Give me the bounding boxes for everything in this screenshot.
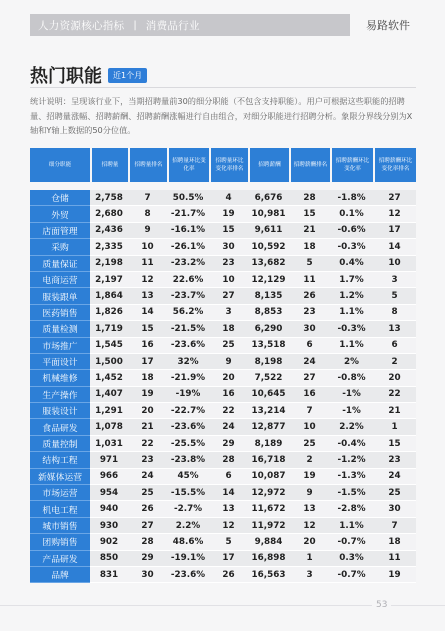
table-row — [30, 419, 416, 435]
table-header-row — [30, 148, 416, 182]
value-cell: 16,563 — [248, 567, 289, 583]
table-row — [30, 256, 416, 272]
value-cell: 20 — [209, 370, 248, 386]
function-name-cell: 团购销售 — [30, 534, 90, 550]
value-cell: 30 — [373, 501, 416, 517]
value-cell: 954 — [90, 485, 128, 501]
value-cell: 21 — [373, 403, 416, 419]
value-cell: 10,087 — [248, 469, 289, 485]
breadcrumb-separator: | — [133, 19, 137, 31]
value-cell: -21.7% — [167, 206, 209, 222]
value-cell: 13,214 — [248, 403, 289, 419]
value-cell: 1 — [373, 419, 416, 435]
value-cell: -23.2% — [167, 256, 209, 272]
table-row — [30, 567, 416, 583]
value-cell: 8 — [373, 305, 416, 321]
value-cell: 6,290 — [248, 321, 289, 337]
value-cell: -23.8% — [167, 452, 209, 468]
page-title: 热门职能 — [30, 66, 102, 87]
value-cell: 940 — [90, 501, 128, 517]
function-name-cell: 质量控制 — [30, 436, 90, 452]
value-cell: -25.5% — [167, 436, 209, 452]
value-cell: 16 — [209, 387, 248, 403]
value-cell: 25 — [128, 485, 167, 501]
value-cell: 1,719 — [90, 321, 128, 337]
value-cell: 6 — [209, 469, 248, 485]
value-cell: 17 — [209, 551, 248, 567]
value-cell: 12,972 — [248, 485, 289, 501]
value-cell: 29 — [209, 436, 248, 452]
value-cell: 19 — [128, 387, 167, 403]
function-name-cell: 城市销售 — [30, 518, 90, 534]
value-cell: -23.6% — [167, 419, 209, 435]
value-cell: 5 — [373, 288, 416, 304]
function-name-cell: 食品研发 — [30, 419, 90, 435]
function-name-cell: 产品研发 — [30, 551, 90, 567]
value-cell: 20 — [373, 370, 416, 386]
value-cell: 29 — [128, 551, 167, 567]
value-cell: 1,078 — [90, 419, 128, 435]
value-cell: 12,129 — [248, 272, 289, 288]
value-cell: 17 — [128, 354, 167, 370]
value-cell: 14 — [128, 305, 167, 321]
value-cell: 8,198 — [248, 354, 289, 370]
value-cell: 2 — [289, 452, 330, 468]
period-badge: 近1个月 — [108, 68, 147, 83]
value-cell: -15.5% — [167, 485, 209, 501]
value-cell: 23 — [289, 305, 330, 321]
value-cell: 10,645 — [248, 387, 289, 403]
value-cell: 10,592 — [248, 239, 289, 255]
value-cell: 5 — [289, 256, 330, 272]
value-cell: 930 — [90, 518, 128, 534]
value-cell: 18 — [289, 239, 330, 255]
value-cell: -1.2% — [330, 452, 373, 468]
value-cell: 2,335 — [90, 239, 128, 255]
value-cell: 10 — [373, 256, 416, 272]
value-cell: -1% — [330, 387, 373, 403]
value-cell: 8 — [128, 206, 167, 222]
value-cell: 11 — [373, 551, 416, 567]
function-name-cell: 质量检测 — [30, 321, 90, 337]
function-name-cell: 服装设计 — [30, 403, 90, 419]
value-cell: 1,291 — [90, 403, 128, 419]
table-body — [30, 182, 416, 583]
table-row — [30, 370, 416, 386]
function-name-cell: 市场推广 — [30, 338, 90, 354]
column-header: 招聘量 — [90, 148, 128, 182]
value-cell: 48.6% — [167, 534, 209, 550]
value-cell: 7 — [289, 403, 330, 419]
function-name-cell: 采购 — [30, 239, 90, 255]
value-cell: 24 — [289, 354, 330, 370]
value-cell: -0.3% — [330, 239, 373, 255]
header-gap — [30, 182, 416, 190]
value-cell: 20 — [128, 403, 167, 419]
value-cell: 6 — [373, 338, 416, 354]
value-cell: 2,197 — [90, 272, 128, 288]
value-cell: -0.7% — [330, 567, 373, 583]
value-cell: 28 — [209, 452, 248, 468]
value-cell: 30 — [209, 239, 248, 255]
function-name-cell: 外贸 — [30, 206, 90, 222]
value-cell: 2.2% — [167, 518, 209, 534]
value-cell: 8,135 — [248, 288, 289, 304]
value-cell: 30 — [128, 567, 167, 583]
value-cell: 1.1% — [330, 518, 373, 534]
table-row — [30, 272, 416, 288]
value-cell: 28 — [289, 190, 330, 206]
table-row — [30, 239, 416, 255]
value-cell: 850 — [90, 551, 128, 567]
value-cell: 19 — [373, 567, 416, 583]
value-cell: 11 — [289, 272, 330, 288]
title-divider — [30, 87, 416, 88]
function-name-cell: 机电工程 — [30, 501, 90, 517]
value-cell: 1,545 — [90, 338, 128, 354]
value-cell: 0.3% — [330, 551, 373, 567]
value-cell: 12 — [128, 272, 167, 288]
table-row — [30, 338, 416, 354]
value-cell: 9 — [209, 354, 248, 370]
value-cell: 971 — [90, 452, 128, 468]
table-row — [30, 551, 416, 567]
value-cell: 2.2% — [330, 419, 373, 435]
value-cell: 25 — [209, 338, 248, 354]
table-row — [30, 288, 416, 304]
value-cell: 12 — [373, 206, 416, 222]
value-cell: 28 — [128, 534, 167, 550]
value-cell: 32% — [167, 354, 209, 370]
value-cell: 13,682 — [248, 256, 289, 272]
value-cell: 26 — [209, 567, 248, 583]
column-header: 招聘量环比变化率排名 — [209, 148, 248, 182]
value-cell: 25 — [373, 485, 416, 501]
table-row — [30, 436, 416, 452]
value-cell: 5 — [209, 534, 248, 550]
value-cell: 9 — [289, 485, 330, 501]
value-cell: 25 — [289, 436, 330, 452]
value-cell: 27 — [373, 190, 416, 206]
value-cell: 10 — [128, 239, 167, 255]
value-cell: 56.2% — [167, 305, 209, 321]
value-cell: 8,189 — [248, 436, 289, 452]
function-name-cell: 机械维修 — [30, 370, 90, 386]
value-cell: 9,611 — [248, 223, 289, 239]
value-cell: 27 — [289, 370, 330, 386]
value-cell: 1,500 — [90, 354, 128, 370]
hot-functions-table — [30, 148, 416, 583]
value-cell: 18 — [373, 534, 416, 550]
table-row — [30, 190, 416, 206]
value-cell: -16.1% — [167, 223, 209, 239]
value-cell: -0.7% — [330, 534, 373, 550]
value-cell: 45% — [167, 469, 209, 485]
value-cell: 19 — [289, 469, 330, 485]
value-cell: 1 — [289, 551, 330, 567]
value-cell: 2 — [373, 354, 416, 370]
table-row — [30, 403, 416, 419]
value-cell: 22 — [209, 403, 248, 419]
value-cell: 6,676 — [248, 190, 289, 206]
value-cell: 30 — [289, 321, 330, 337]
value-cell: 13 — [209, 501, 248, 517]
value-cell: 10,981 — [248, 206, 289, 222]
table-row — [30, 223, 416, 239]
value-cell: -1% — [330, 403, 373, 419]
function-name-cell: 电商运营 — [30, 272, 90, 288]
value-cell: 831 — [90, 567, 128, 583]
function-name-cell: 质量保证 — [30, 256, 90, 272]
value-cell: 1,452 — [90, 370, 128, 386]
function-name-cell: 仓储 — [30, 190, 90, 206]
value-cell: 15 — [373, 436, 416, 452]
value-cell: -19.1% — [167, 551, 209, 567]
table-row — [30, 485, 416, 501]
value-cell: 10 — [209, 272, 248, 288]
column-header: 招聘量排名 — [128, 148, 167, 182]
value-cell: 3 — [289, 567, 330, 583]
value-cell: 11,672 — [248, 501, 289, 517]
page-number: 53 — [372, 600, 391, 610]
value-cell: 16,718 — [248, 452, 289, 468]
table-row — [30, 354, 416, 370]
value-cell: 9,884 — [248, 534, 289, 550]
value-cell: 0.4% — [330, 256, 373, 272]
value-cell: -0.6% — [330, 223, 373, 239]
value-cell: -21.5% — [167, 321, 209, 337]
value-cell: 2,758 — [90, 190, 128, 206]
breadcrumb-industry: 消费品行业 — [145, 19, 200, 32]
value-cell: 2,436 — [90, 223, 128, 239]
value-cell: 16,898 — [248, 551, 289, 567]
function-name-cell: 服装跟单 — [30, 288, 90, 304]
value-cell: 2,198 — [90, 256, 128, 272]
function-name-cell: 平面设计 — [30, 354, 90, 370]
value-cell: -0.4% — [330, 436, 373, 452]
value-cell: -0.8% — [330, 370, 373, 386]
column-header: 细分职能 — [30, 148, 90, 182]
value-cell: 1,826 — [90, 305, 128, 321]
function-name-cell: 店面管理 — [30, 223, 90, 239]
value-cell: 14 — [373, 239, 416, 255]
table-row — [30, 534, 416, 550]
value-cell: 50.5% — [167, 190, 209, 206]
value-cell: 9 — [128, 223, 167, 239]
value-cell: 21 — [128, 419, 167, 435]
value-cell: 1,407 — [90, 387, 128, 403]
value-cell: -2.8% — [330, 501, 373, 517]
column-header: 招聘薪酬 — [248, 148, 289, 182]
value-cell: 19 — [209, 206, 248, 222]
value-cell: 1,031 — [90, 436, 128, 452]
value-cell: 23 — [209, 256, 248, 272]
breadcrumb — [30, 14, 350, 36]
value-cell: 15 — [289, 206, 330, 222]
value-cell: 16 — [128, 338, 167, 354]
value-cell: -26.1% — [167, 239, 209, 255]
table-row — [30, 387, 416, 403]
value-cell: -1.3% — [330, 469, 373, 485]
value-cell: 7 — [128, 190, 167, 206]
value-cell: 966 — [90, 469, 128, 485]
value-cell: 1,864 — [90, 288, 128, 304]
value-cell: -22.7% — [167, 403, 209, 419]
value-cell: 0.1% — [330, 206, 373, 222]
table-row — [30, 206, 416, 222]
value-cell: -19% — [167, 387, 209, 403]
brand-name: 易路软件 — [366, 19, 410, 32]
value-cell: 22 — [373, 387, 416, 403]
value-cell: -1.5% — [330, 485, 373, 501]
value-cell: 11,972 — [248, 518, 289, 534]
value-cell: -1.8% — [330, 190, 373, 206]
value-cell: 4 — [209, 190, 248, 206]
value-cell: -2.7% — [167, 501, 209, 517]
value-cell: -23.6% — [167, 338, 209, 354]
value-cell: 7,522 — [248, 370, 289, 386]
value-cell: 23 — [373, 452, 416, 468]
value-cell: 1.2% — [330, 288, 373, 304]
value-cell: 12,877 — [248, 419, 289, 435]
value-cell: 18 — [209, 321, 248, 337]
table-row — [30, 452, 416, 468]
function-name-cell: 新媒体运营 — [30, 469, 90, 485]
value-cell: 1.1% — [330, 305, 373, 321]
top-bar — [0, 0, 445, 50]
value-cell: 24 — [373, 469, 416, 485]
value-cell: 3 — [373, 272, 416, 288]
value-cell: 15 — [128, 321, 167, 337]
value-cell: 3 — [209, 305, 248, 321]
value-cell: 6 — [289, 338, 330, 354]
value-cell: 7 — [373, 518, 416, 534]
value-cell: 26 — [289, 288, 330, 304]
value-cell: 17 — [373, 223, 416, 239]
value-cell: 1.1% — [330, 338, 373, 354]
value-cell: -23.7% — [167, 288, 209, 304]
column-header: 招聘量环比变化率 — [167, 148, 209, 182]
function-name-cell: 结构工程 — [30, 452, 90, 468]
value-cell: 15 — [209, 223, 248, 239]
value-cell: -23.6% — [167, 567, 209, 583]
value-cell: 13,518 — [248, 338, 289, 354]
value-cell: 13 — [128, 288, 167, 304]
column-header: 招聘薪酬环比变化率排名 — [373, 148, 416, 182]
table-row — [30, 469, 416, 485]
table-row — [30, 518, 416, 534]
value-cell: 2,680 — [90, 206, 128, 222]
value-cell: -0.3% — [330, 321, 373, 337]
value-cell: 902 — [90, 534, 128, 550]
value-cell: 13 — [373, 321, 416, 337]
title-row — [30, 62, 147, 88]
function-name-cell: 医药销售 — [30, 305, 90, 321]
hot-functions-table-container — [30, 148, 416, 583]
value-cell: 23 — [128, 452, 167, 468]
function-name-cell: 市场运营 — [30, 485, 90, 501]
value-cell: 14 — [209, 485, 248, 501]
value-cell: 13 — [289, 501, 330, 517]
value-cell: 20 — [289, 534, 330, 550]
value-cell: 24 — [128, 469, 167, 485]
value-cell: 11 — [128, 256, 167, 272]
value-cell: 8,853 — [248, 305, 289, 321]
table-row — [30, 305, 416, 321]
statistics-description: 统计说明：呈现该行业下，当期招聘量前30的细分职能（不包含支持职能）。用户可根据这些职能的招聘量、招聘量涨幅、招聘薪酬、招聘薪酬涨幅进行自由组合，对细分职能进行招聘分析。象限分界线分别为X轴和Y轴上数据的50分位值。 — [30, 96, 413, 135]
table-row — [30, 321, 416, 337]
value-cell: 12 — [209, 518, 248, 534]
value-cell: 27 — [128, 518, 167, 534]
breadcrumb-category: 人力资源核心指标 — [38, 19, 125, 32]
value-cell: 10 — [289, 419, 330, 435]
value-cell: -21.9% — [167, 370, 209, 386]
value-cell: 26 — [128, 501, 167, 517]
value-cell: 22.6% — [167, 272, 209, 288]
value-cell: 2% — [330, 354, 373, 370]
value-cell: 1.7% — [330, 272, 373, 288]
value-cell: 21 — [289, 223, 330, 239]
value-cell: 27 — [209, 288, 248, 304]
value-cell: 18 — [128, 370, 167, 386]
column-header: 招聘薪酬排名 — [289, 148, 330, 182]
column-header: 招聘薪酬环比变化率 — [330, 148, 373, 182]
value-cell: 16 — [289, 387, 330, 403]
value-cell: 24 — [209, 419, 248, 435]
value-cell: 12 — [289, 518, 330, 534]
function-name-cell: 生产操作 — [30, 387, 90, 403]
function-name-cell: 品牌 — [30, 567, 90, 583]
value-cell: 22 — [128, 436, 167, 452]
table-row — [30, 501, 416, 517]
